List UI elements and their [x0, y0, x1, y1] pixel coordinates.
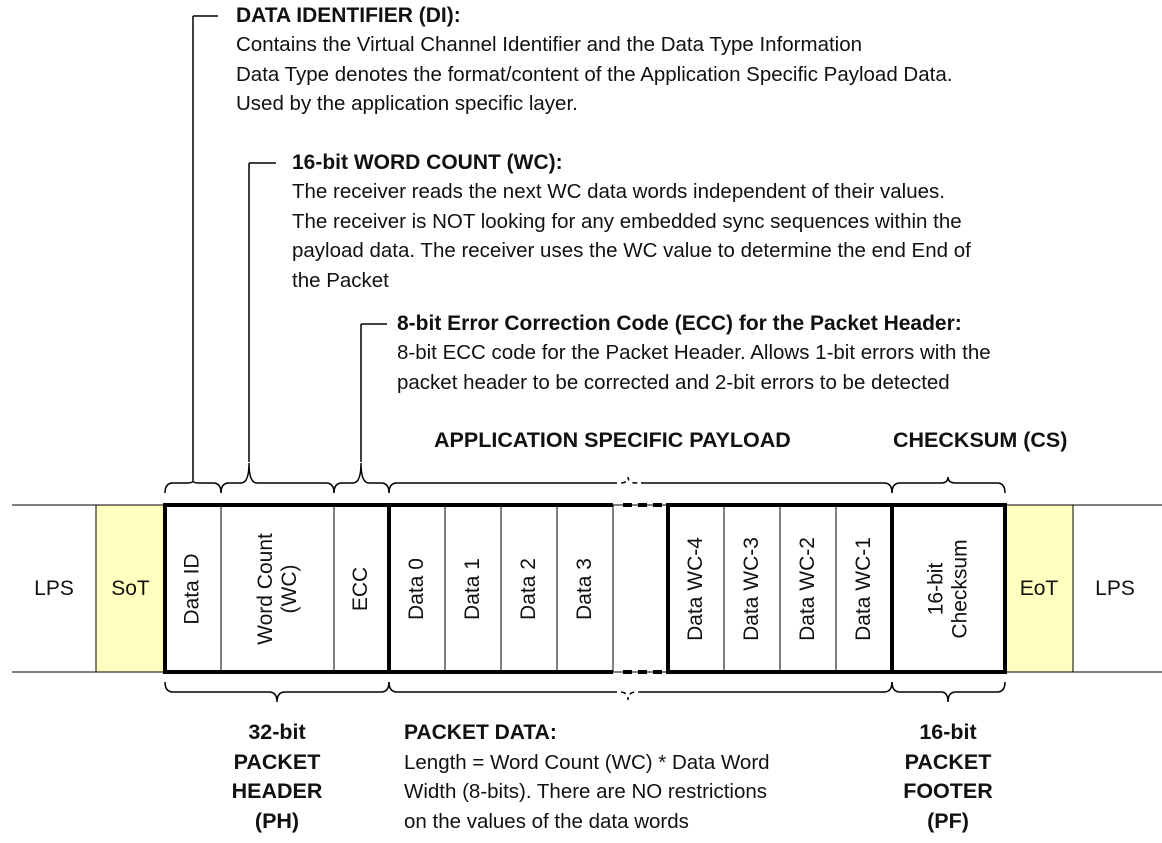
- ecc-field-label: ECC: [349, 566, 373, 611]
- packet-data-description: [404, 718, 874, 836]
- data-field-label: Data 0: [405, 557, 428, 620]
- di-line-2: Data Type denotes the format/content of the Application Specific Payload Data.: [236, 62, 953, 86]
- ecc-field: [334, 505, 389, 672]
- packet-data-line-2: Width (8-bits). There are NO restrictions: [404, 780, 768, 803]
- data-id-label: Data ID: [181, 552, 205, 625]
- data-tail-field: [836, 505, 892, 672]
- data-field-label: Data 2: [517, 557, 540, 620]
- payload-section-label: APPLICATION SPECIFIC PAYLOAD: [434, 428, 791, 452]
- wc-line-4: the Packet: [292, 268, 389, 292]
- wc-annotation: [292, 149, 1152, 295]
- data-tail-field: [780, 505, 836, 672]
- wc-line-3: payload data. The receiver uses the WC value to determine the end End of: [292, 239, 971, 262]
- data-tail-field: [668, 505, 724, 672]
- data-tail-field-label: Data WC-3: [740, 536, 764, 641]
- data-field: [445, 505, 501, 672]
- ecc-title: 8-bit Error Correction Code (ECC) for the Packet Header:: [397, 312, 962, 335]
- bottom-braces: [165, 682, 1005, 702]
- data-field: [557, 505, 613, 672]
- data-id-field: [165, 505, 221, 672]
- packet-data-line-3: on the values of the data words: [404, 809, 689, 833]
- wc-line-2: The receiver is NOT looking for any embedded sync sequences within the: [292, 209, 962, 233]
- word-count-label-line2: (WC): [277, 564, 301, 613]
- data-field-label: Data 3: [573, 557, 596, 620]
- checksum-field: [892, 505, 1005, 672]
- word-count-field: [221, 505, 334, 672]
- packet-data-line-1: Length = Word Count (WC) * Data Word: [404, 750, 770, 774]
- data-tail-field-label: Data WC-4: [684, 536, 708, 641]
- top-braces: [165, 463, 1005, 493]
- packet-footer-label: 16-bit PACKET FOOTER (PF): [903, 720, 993, 833]
- data-field: [389, 505, 445, 672]
- di-line-3: Used by the application specific layer.: [236, 92, 578, 115]
- ecc-line-2: packet header to be corrected and 2-bit errors to be detected: [397, 370, 950, 394]
- packet-header-label: 32-bit PACKET HEADER (PH): [231, 720, 323, 833]
- lps-left-label: LPS: [34, 576, 74, 600]
- wc-title: 16-bit WORD COUNT (WC):: [292, 151, 563, 174]
- data-field: [501, 505, 557, 672]
- di-annotation: [236, 2, 1136, 119]
- sot-label: SoT: [111, 576, 150, 600]
- di-title: DATA IDENTIFIER (DI):: [236, 4, 461, 27]
- eot-label: EoT: [1019, 576, 1059, 600]
- data-field-label: Data 1: [461, 557, 484, 620]
- data-tail-field-label: Data WC-2: [796, 536, 820, 641]
- checksum-label-line1: 16-bit: [924, 562, 948, 615]
- di-line-1: Contains the Virtual Channel Identifier and the Data Type Information: [236, 33, 863, 56]
- checksum-label-line2: Checksum: [948, 538, 972, 639]
- checksum-section-label: CHECKSUM (CS): [893, 428, 1068, 452]
- ecc-annotation: [397, 310, 1157, 397]
- wc-line-1: The receiver reads the next WC data words independent of their values.: [292, 180, 945, 203]
- data-tail-field: [724, 505, 780, 672]
- word-count-label-line1: Word Count: [253, 532, 277, 645]
- lps-right-label: LPS: [1095, 576, 1135, 600]
- data-tail-field-label: Data WC-1: [852, 536, 876, 641]
- packet-data-title: PACKET DATA:: [404, 721, 557, 744]
- ecc-line-1: 8-bit ECC code for the Packet Header. Allows 1-bit errors with the: [397, 341, 991, 364]
